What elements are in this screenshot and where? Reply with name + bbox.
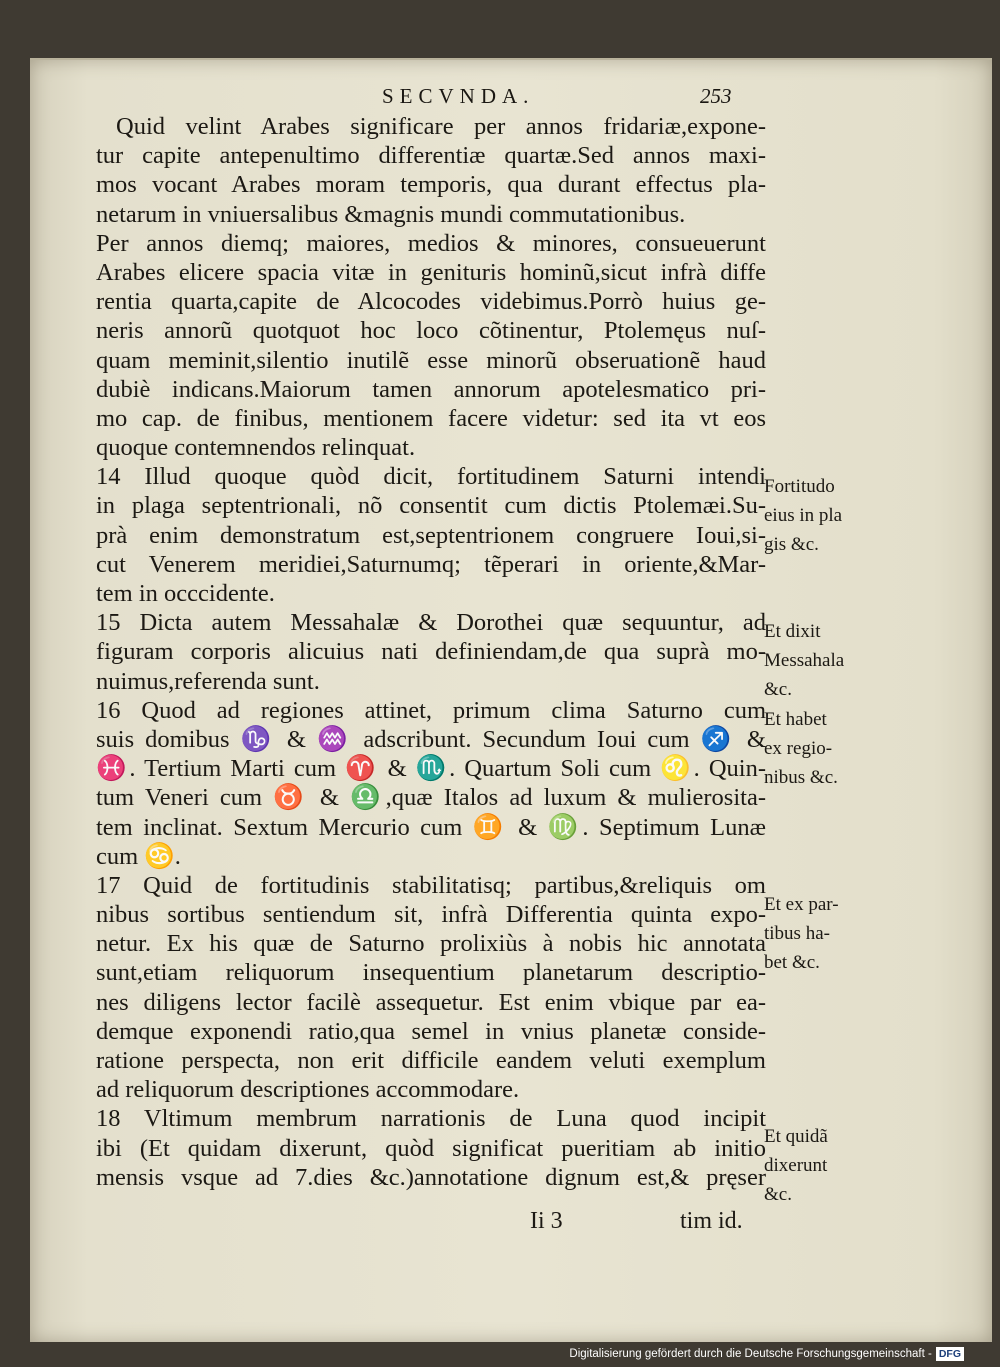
text-line: quam meminit,silentio inutilẽ esse minorũ obseruationẽ haud	[96, 346, 766, 374]
margin-note-line: eius in pla	[764, 505, 843, 526]
text-line: mo cap. de finibus, mentionem facere videtur: sed ita vt eos	[96, 404, 766, 432]
text-line: Arabes elicere spacia vitæ in genituris hominũ,sicut infrà diffe	[96, 258, 766, 286]
margin-note-line: Et habet	[764, 709, 827, 730]
text-line: quoque contemnendos relinquat.	[96, 434, 416, 462]
text-line: cut Venerem meridiei,Saturnumq; tẽperari in oriente,&Mar-	[96, 550, 766, 578]
text-line: ibi (Et quidam dixerunt, quòd significat pueritiam ab initio	[96, 1134, 766, 1162]
credit-text: Digitalisierung gefördert durch die Deutsche Forschungsgemeinschaft -	[569, 1348, 932, 1360]
text-line: tum Veneri cum ♉ & ♎,quæ Italos ad luxum & mulierosita-	[96, 784, 766, 812]
text-line: suis domibus ♑ & ♒ adscribunt. Secundum Ioui cum ♐ &	[96, 725, 766, 753]
text-line: 14 Illud quoque quòd dicit, fortitudinem Saturni intendi	[96, 463, 766, 491]
text-line: sunt,etiam reliquorum insequentium planetarum descriptio-	[96, 959, 766, 987]
text-line: ratione perspecta, non erit difficile eandem veluti exemplum	[96, 1047, 766, 1074]
text-line: in plaga septentrionali, nõ consentit cum dictis Ptolemæi.Su-	[96, 492, 766, 520]
body-text	[96, 112, 766, 1192]
margin-note-line: Messahala	[764, 650, 845, 671]
text-line: mos vocant Arabes moram temporis, qua durant effectus pla-	[96, 171, 766, 199]
margin-note-line: bet &c.	[764, 952, 820, 973]
margin-note-fortitudo	[764, 472, 874, 559]
text-line: cum ♋.	[96, 842, 181, 870]
margin-note-regionibus	[764, 705, 874, 792]
signature-mark: Ii 3	[530, 1208, 563, 1234]
text-line: Per annos diemq; maiores, medios & minores, consueuerunt	[96, 229, 766, 257]
margin-note-line: ex regio-	[764, 738, 833, 759]
text-line: nibus sortibus sentiendum sit, infrà Differentia quinta expo-	[96, 901, 766, 929]
margin-note-line: gis &c.	[764, 534, 819, 555]
text-line: figuram corporis alicuius nati definiendam,de qua suprà mo-	[96, 638, 766, 666]
text-line: netur. Ex his quæ de Saturno prolixiùs à nobis hic annotata	[96, 930, 766, 958]
text-line: demque exponendi ratio,qua semel in vnius planetæ conside-	[96, 1017, 766, 1045]
margin-note-line: nibus &c.	[764, 767, 838, 788]
text-line: nes diligens lector facilè assequetur. Est enim vbique par ea-	[96, 988, 766, 1016]
margin-note-messahala	[764, 617, 874, 704]
text-line: neris annorũ quotquot hoc loco cõtinentur, Ptolemęus nuſ-	[96, 317, 766, 345]
text-line: dubiè indicans.Maiorum tamen annorum apotelesmatico pri-	[96, 375, 766, 403]
text-line: tem in occcidente.	[96, 580, 275, 607]
margin-note-quidam	[764, 1122, 874, 1209]
digitization-credit	[569, 1345, 964, 1363]
text-line: tur capite antepenultimo differentiæ quartæ.Sed annos maxi-	[96, 142, 766, 170]
text-line: Quid velint Arabes significare per annos fridariæ,expone-	[116, 113, 766, 140]
margin-note-line: tibus ha-	[764, 923, 830, 944]
text-line: 15 Dicta autem Messahalæ & Dorothei quæ sequuntur, ad	[96, 609, 766, 637]
margin-note-line: Et ex par-	[764, 894, 839, 915]
margin-note-line: Et quidã	[764, 1126, 828, 1147]
page-number: 253	[700, 84, 732, 108]
text-line: ♓. Tertium Marti cum ♈ & ♏. Quartum Soli cum ♌. Quin-	[96, 755, 766, 783]
text-line: tem inclinat. Sextum Mercurio cum ♊ & ♍. Septimum Lunæ	[96, 813, 766, 841]
text-line: 18 Vltimum membrum narrationis de Luna quod incipit	[96, 1105, 766, 1133]
text-line: netarum in vniuersalibus &magnis mundi commutationibus.	[96, 200, 686, 228]
text-line: rentia quarta,capite de Alcocodes videbimus.Porrò huius ge-	[96, 288, 766, 316]
dfg-logo-icon: DFG	[936, 1347, 964, 1361]
text-line: mensis vsque ad 7.dies &c.)annotatione dignum est,& pręser	[96, 1163, 766, 1191]
margin-note-line: Et dixit	[764, 621, 821, 642]
margin-note-line: dixerunt	[764, 1155, 828, 1176]
margin-note-line: &c.	[764, 679, 792, 700]
text-line: prà enim demonstratum est,septentrionem congruere Ioui,si-	[96, 521, 766, 549]
text-line: nuimus,referenda sunt.	[96, 667, 320, 695]
catchword: tim id.	[680, 1208, 743, 1234]
text-line: ad reliquorum descriptiones accommodare.	[96, 1076, 520, 1104]
margin-note-line: Fortitudo	[764, 476, 835, 497]
signature-line	[530, 1208, 770, 1242]
text-line: 16 Quod ad regiones attinet, primum clima Saturno cum	[96, 696, 766, 724]
text-line: 17 Quid de fortitudinis stabilitatisq; partibus,&reliquis om	[96, 871, 766, 899]
margin-note-partibus	[764, 890, 874, 977]
running-head: SECVNDA.	[382, 84, 535, 108]
margin-note-line: &c.	[764, 1184, 792, 1205]
